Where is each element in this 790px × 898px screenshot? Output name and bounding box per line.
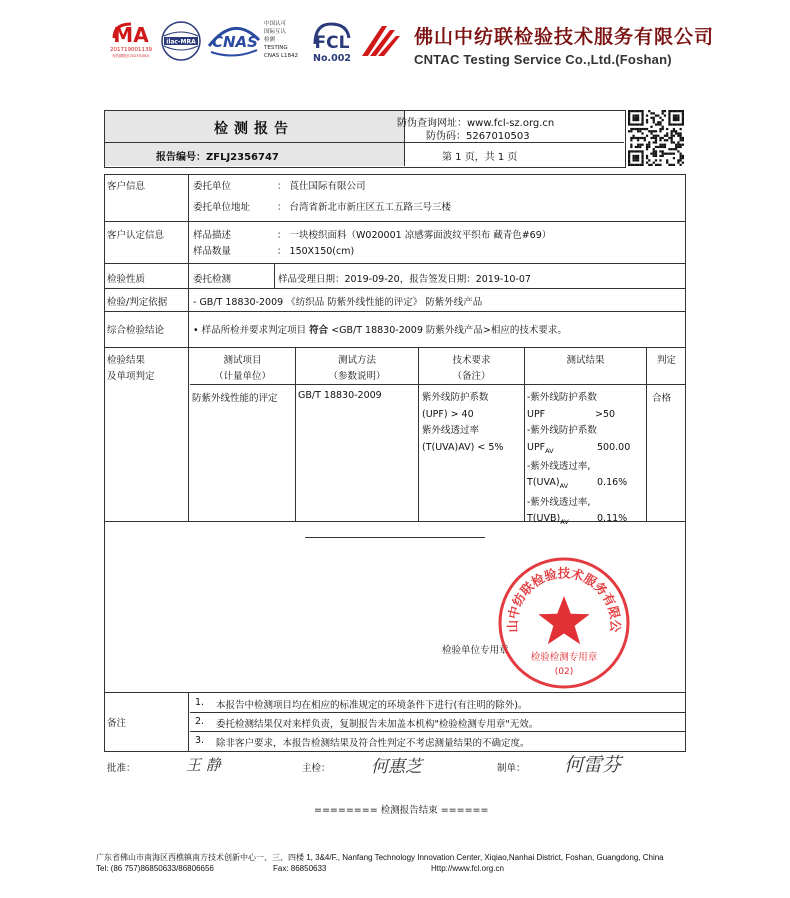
results-sublabel: 及单项判定 bbox=[107, 371, 155, 382]
cma-logo bbox=[108, 20, 154, 60]
col-req-header: 技术要求 bbox=[452, 355, 491, 366]
divider bbox=[104, 221, 686, 222]
result-line: -紫外线透过率, bbox=[527, 460, 591, 472]
cma-number: 201719001139 bbox=[110, 47, 152, 53]
company-name-en: CNTAC Testing Service Co.,Ltd.(Foshan) bbox=[414, 52, 672, 67]
divider bbox=[188, 174, 189, 521]
footer-web: Http://www.fcl.org.cn bbox=[431, 864, 504, 873]
address-label: 委托单位地址 bbox=[193, 202, 251, 213]
official-stamp bbox=[497, 556, 631, 690]
basis-label: 检验/判定依据 bbox=[107, 297, 168, 308]
result-line: UPF >50 bbox=[527, 408, 616, 420]
row-judgement: 合格 bbox=[652, 393, 672, 404]
note-number: 2. bbox=[195, 716, 205, 727]
result-line: -紫外线透过率, bbox=[527, 496, 591, 508]
cnas-logo bbox=[205, 20, 263, 60]
divider bbox=[104, 142, 624, 143]
client-value: ： 莨仕国际有限公司 bbox=[277, 181, 366, 192]
svg-text:No.002: No.002 bbox=[313, 53, 351, 64]
notes-label: 备注 bbox=[107, 718, 127, 729]
note-text: 委托检测结果仅对来样负责，复制报告未加盖本机构"检验检测专用章"无效。 bbox=[216, 719, 539, 730]
test-nature-label: 检验性质 bbox=[107, 274, 146, 285]
results-label: 检验结果 bbox=[107, 355, 146, 366]
divider bbox=[190, 712, 686, 713]
result-line: $T(UVA)_{AV}$ 0.16% bbox=[527, 477, 628, 491]
col-method-subheader: （参数说明） bbox=[328, 371, 386, 382]
client-label: 委托单位 bbox=[193, 181, 232, 192]
note-number: 3. bbox=[195, 735, 205, 746]
row-test-method: GB/T 18830-2009 bbox=[298, 390, 382, 401]
row-result bbox=[527, 390, 645, 531]
result-line: -紫外线防护系数 bbox=[527, 425, 597, 436]
divider bbox=[646, 347, 647, 521]
verify-code: 防伪码：5267010503 bbox=[426, 131, 530, 142]
footer-tel: Tel: (86 757)86850633/86806656 bbox=[96, 864, 214, 873]
make-signature: 何雷芬 bbox=[564, 754, 622, 776]
check-signature: 何惠芝 bbox=[371, 757, 422, 777]
conclusion-label: 综合检验结论 bbox=[107, 325, 165, 336]
make-label: 制单： bbox=[497, 763, 526, 774]
divider bbox=[104, 347, 686, 348]
divider bbox=[104, 311, 686, 312]
svg-text:(02): (02) bbox=[554, 667, 574, 677]
qr-code-icon bbox=[628, 110, 684, 166]
result-line: -紫外线防护系数 bbox=[527, 392, 597, 403]
company-brand-icon bbox=[360, 22, 400, 62]
result-line: $T(UVB)_{AV}$ 0.11% bbox=[527, 513, 628, 527]
stamp-label: 检验单位专用章 bbox=[442, 645, 509, 656]
result-line: $UPF_{AV}$ 500.00 bbox=[527, 441, 631, 455]
divider bbox=[274, 263, 275, 288]
report-number: 报告编号：ZFLJ2356747 bbox=[156, 152, 279, 163]
signature-line bbox=[305, 537, 485, 538]
svg-text:检验检测专用章: 检验检测专用章 bbox=[530, 652, 598, 663]
divider bbox=[190, 731, 686, 732]
client-info-label: 客户信息 bbox=[107, 181, 146, 192]
divider bbox=[188, 692, 189, 752]
divider bbox=[524, 347, 525, 521]
report-title: 检测报告 bbox=[214, 121, 294, 137]
conclusion-value: • 样品所检并要求判定项目 符合 <GB/T 18830-2009 防紫外线产品>相应的技术要求。 bbox=[193, 325, 567, 336]
verify-url: 防伪查询网址：www.fcl-sz.org.cn bbox=[397, 118, 555, 129]
col-item-subheader: （计量单位） bbox=[213, 371, 271, 382]
row-test-item: 防紫外线性能的评定 bbox=[192, 393, 278, 404]
sample-info-label: 客户认定信息 bbox=[107, 230, 165, 241]
svg-text:FCL: FCL bbox=[314, 33, 350, 53]
approve-signature: 王 静 bbox=[186, 756, 221, 774]
basis-value: - GB/T 18830-2009 《纺织品 防紫外线性能的评定》 防紫外线产品 bbox=[193, 297, 483, 308]
svg-text:MA: MA bbox=[113, 23, 149, 47]
company-name-cn: 佛山中纺联检验技术服务有限公司 bbox=[414, 26, 715, 48]
divider bbox=[104, 288, 686, 289]
footer-address: 广东省佛山市南海区西樵镇南方技术创新中心一、三、四楼 1, 3&4/F., Nanfang Technology Innovation Center, Xiqiao,Nanhai District, Foshan, Guangdong, China bbox=[96, 853, 664, 862]
cnas-caption: 中国认可 国际互认 检测 TESTING CNAS L1842 bbox=[264, 21, 299, 59]
test-nature-value: 委托检测 bbox=[193, 274, 232, 285]
note-text: 除非客户要求，本报告检测结果及符合性判定不考虑测量结果的不确定度。 bbox=[216, 738, 530, 749]
page-number: 第 1 页，共 1 页 bbox=[442, 152, 518, 163]
fcl-logo bbox=[305, 20, 355, 64]
note-number: 1. bbox=[195, 697, 205, 708]
approve-label: 批准： bbox=[107, 763, 136, 774]
report-end: ======== 检测报告结束 ====== bbox=[314, 805, 489, 816]
ilac-mra-logo bbox=[160, 20, 202, 62]
sample-qty-label: 样品数量 bbox=[193, 246, 232, 257]
col-item-header: 测试项目 bbox=[223, 355, 262, 366]
sample-desc-value: ： 一块梭织面料（W020001 凉感雾面波纹平织布 藏青色#69） bbox=[277, 230, 552, 241]
address-value: ： 台湾省新北市新庄区五工五路三号三楼 bbox=[277, 202, 452, 213]
divider bbox=[104, 263, 686, 264]
col-req-subheader: （备注） bbox=[452, 371, 491, 382]
footer-fax: Fax: 86850633 bbox=[273, 864, 327, 873]
note-text: 本报告中检测项目均在相应的标准规定的环境条件下进行(有注明的除外)。 bbox=[216, 700, 528, 711]
svg-text:CNAS: CNAS bbox=[212, 33, 258, 51]
dates-value: 样品受理日期：2019-09-20，报告签发日期：2019-10-07 bbox=[278, 274, 531, 285]
col-result-header: 测试结果 bbox=[566, 355, 605, 366]
sample-qty-value: ： 150X150(cm) bbox=[277, 246, 355, 257]
cma-validity: 有效期限至2023年08月 bbox=[112, 54, 150, 58]
divider bbox=[190, 384, 686, 385]
sample-desc-label: 样品描述 bbox=[193, 230, 232, 241]
svg-text:ilac-MRA: ilac-MRA bbox=[166, 38, 196, 46]
svg-text:佛山中纺联检验技术服务有限公司: 山中纺联检验技术服务有限公 bbox=[504, 565, 624, 633]
divider bbox=[104, 692, 686, 693]
col-method-header: 测试方法 bbox=[337, 355, 376, 366]
row-requirement: 紫外线防护系数 (UPF) > 40 紫外线透过率 (T(UVA)AV) < 5% bbox=[422, 392, 504, 453]
check-label: 主检： bbox=[302, 763, 331, 774]
col-judge-header: 判定 bbox=[656, 355, 676, 366]
